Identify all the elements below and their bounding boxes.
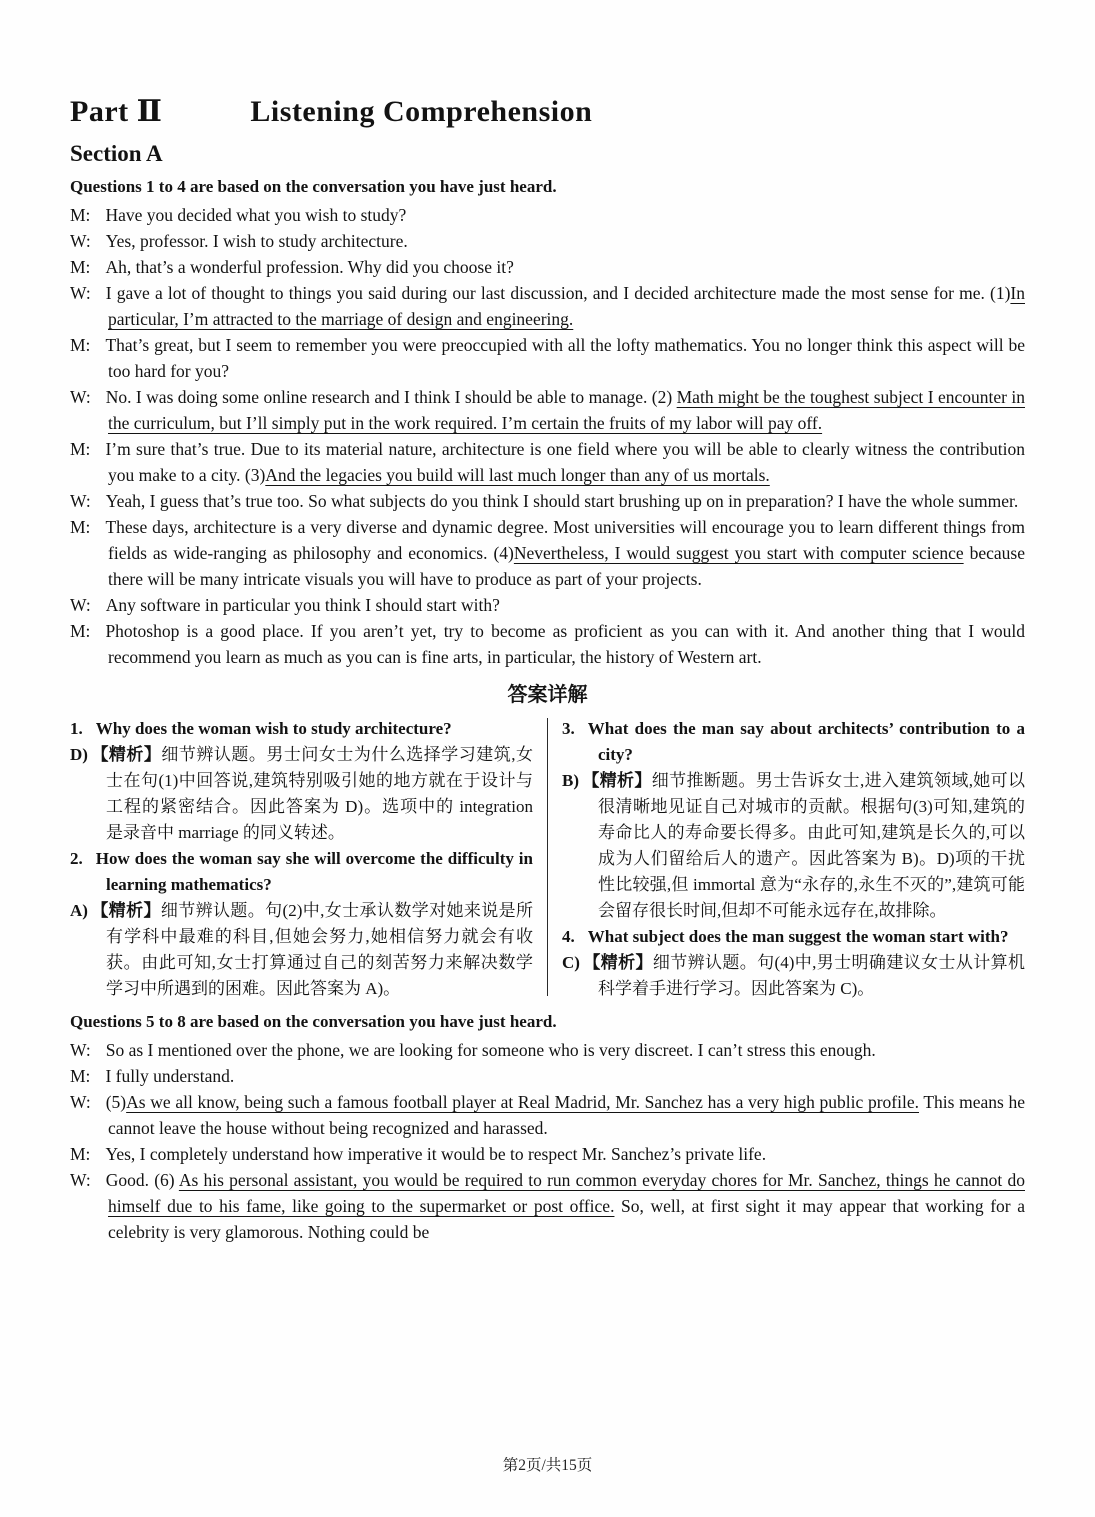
speaker-label: W: bbox=[70, 595, 91, 615]
dialogue-text: (5) bbox=[105, 1092, 127, 1112]
answer-explanation bbox=[562, 950, 1025, 1002]
speaker-label: M: bbox=[70, 517, 91, 537]
dialogue-line bbox=[70, 488, 1025, 514]
dialogue-text: That’s great, but I seem to remember you were preoccupied with all the lofty mathematics. You no longer think this aspect will be too hard for you? bbox=[105, 335, 1025, 381]
speaker-label: W: bbox=[70, 1170, 91, 1190]
answer-letter: B) bbox=[562, 771, 579, 790]
answers-right-column bbox=[562, 716, 1025, 1002]
explanation-text: 细节辨认题。男士问女士为什么选择学习建筑,女士在句(1)中回答说,建筑特别吸引她的地方就在于设计与工程的紧密结合。因此答案为 D)。选项中的 integration 是录音中 marriage 的同义转述。 bbox=[106, 745, 534, 842]
answer-question bbox=[562, 924, 1025, 950]
dialogue-text: Yes, professor. I wish to study architecture. bbox=[105, 231, 408, 251]
dialogue-text: Yes, I completely understand how imperative it would be to respect Mr. Sanchez’s private life. bbox=[105, 1144, 767, 1164]
part-label: Part Ⅱ bbox=[70, 95, 163, 128]
page-number: 第2页/共15页 bbox=[502, 1457, 593, 1474]
questions-5-8-heading: Questions 5 to 8 are based on the conversation you have just heard. bbox=[70, 1012, 557, 1031]
dialogue-text: This means he cannot leave the house without being recognized and harassed. bbox=[108, 1092, 1026, 1138]
dialogue-text: Ah, that’s a wonderful profession. Why did you choose it? bbox=[105, 257, 514, 277]
dialogue-text: I’m sure that’s true. Due to its material nature, architecture is one field where you will be able to clearly witness the contribution you make to a city. (3) bbox=[105, 439, 1025, 485]
analysis-tag: 【精析】 bbox=[582, 953, 653, 972]
speaker-label: M: bbox=[70, 205, 91, 225]
underlined-key-sentence: Nevertheless, I would suggest you start with computer science bbox=[513, 543, 964, 563]
dialogue-line bbox=[70, 202, 1025, 228]
dialogue-line bbox=[70, 436, 1025, 488]
underlined-key-sentence: As his personal assistant, you would be required to run common everyday chores for Mr. Sanchez, things he cannot do himself due to his fame, like going to the supermarket or post office. bbox=[108, 1170, 1025, 1216]
dialogue-text: These days, architecture is a very diverse and dynamic degree. Most universities will encourage you to learn different things from fields as wide-ranging as philosophy and economics. (4) bbox=[105, 517, 1025, 563]
dialogue-line bbox=[70, 332, 1025, 384]
conversation-1-transcript bbox=[70, 202, 1025, 670]
analysis-tag: 【精析】 bbox=[90, 901, 161, 920]
dialogue-line bbox=[70, 1089, 1025, 1141]
dialogue-text: Any software in particular you think I should start with? bbox=[105, 595, 500, 615]
speaker-label: W: bbox=[70, 1040, 91, 1060]
dialogue-line bbox=[70, 384, 1025, 436]
part-title: Listening Comprehension bbox=[250, 95, 593, 128]
speaker-label: M: bbox=[70, 439, 91, 459]
answer-question bbox=[562, 716, 1025, 768]
question-text: Why does the woman wish to study architecture? bbox=[95, 719, 452, 738]
question-number: 2. bbox=[70, 849, 83, 868]
speaker-label: W: bbox=[70, 1092, 91, 1112]
question-number: 4. bbox=[562, 927, 575, 946]
speaker-label: M: bbox=[70, 621, 91, 641]
dialogue-text: So, well, at first sight it may appear that working for a celebrity is very glamorous. Nothing could be bbox=[108, 1196, 1025, 1242]
dialogue-line bbox=[70, 228, 1025, 254]
answer-explanation bbox=[70, 898, 533, 1002]
explanation-text: 细节推断题。男士告诉女士,进入建筑领域,她可以很清晰地见证自己对城市的贡献。根据句(3)可知,建筑的寿命比人的寿命要长得多。由此可知,建筑是长久的,可以成为人们留给后人的遗产。因此答案为 B)。D)项的干扰性比较强,但 immortal 意为“永存的,永生不灭的”,建筑可能会留存很长时间,但却不可能永远存在,故排除。 bbox=[598, 771, 1026, 920]
answer-question bbox=[70, 846, 533, 898]
speaker-label: M: bbox=[70, 1066, 91, 1086]
dialogue-text: Good. (6) bbox=[105, 1170, 179, 1190]
question-text: How does the woman say she will overcome the difficulty in learning mathematics? bbox=[95, 849, 533, 894]
answer-explanation bbox=[70, 742, 533, 846]
explanation-text: 细节辨认题。句(4)中,男士明确建议女士从计算机科学着手进行学习。因此答案为 C)。 bbox=[598, 953, 1025, 998]
dialogue-text: No. I was doing some online research and I think I should be able to manage. (2) bbox=[105, 387, 677, 407]
speaker-label: M: bbox=[70, 1144, 91, 1164]
dialogue-text: Have you decided what you wish to study? bbox=[105, 205, 407, 225]
dialogue-line bbox=[70, 254, 1025, 280]
dialogue-text: Photoshop is a good place. If you aren’t yet, try to become as proficient as you can with it. And another thing that I would recommend you learn as much as you can is fine arts, in particular, the history of Western art. bbox=[105, 621, 1025, 667]
dialogue-line bbox=[70, 280, 1025, 332]
underlined-key-sentence: Math might be the toughest subject I encounter in the curriculum, but I’ll simply put in the work required. I’m certain the fruits of my labor will pay off. bbox=[108, 387, 1025, 433]
question-text: What subject does the man suggest the woman start with? bbox=[587, 927, 1009, 946]
dialogue-line bbox=[70, 1141, 1025, 1167]
dialogue-line bbox=[70, 514, 1025, 592]
analysis-tag: 【精析】 bbox=[582, 771, 652, 790]
part-header bbox=[70, 94, 1025, 129]
question-number: 1. bbox=[70, 719, 83, 738]
speaker-label: W: bbox=[70, 231, 91, 251]
underlined-key-sentence: And the legacies you build will last much longer than any of us mortals. bbox=[265, 465, 770, 485]
question-text: What does the man say about architects’ contribution to a city? bbox=[587, 719, 1025, 764]
answer-letter: C) bbox=[562, 953, 580, 972]
answers-section bbox=[70, 716, 1025, 1002]
dialogue-text: because there will be many intricate visuals you will have to produce as part of your projects. bbox=[108, 543, 1025, 589]
underlined-key-sentence: As we all know, being such a famous football player at Real Madrid, Mr. Sanchez has a very high public profile. bbox=[126, 1092, 919, 1112]
answer-question bbox=[70, 716, 533, 742]
dialogue-text: I gave a lot of thought to things you said during our last discussion, and I decided architecture made the most sense for me. (1) bbox=[105, 283, 1011, 303]
dialogue-line bbox=[70, 592, 1025, 618]
dialogue-text: Yeah, I guess that’s true too. So what subjects do you think I should start brushing up on in preparation? I have the whole summer. bbox=[105, 491, 1019, 511]
answer-explanation bbox=[562, 768, 1025, 924]
dialogue-line bbox=[70, 1063, 1025, 1089]
section-a-heading: Section A bbox=[70, 141, 163, 166]
dialogue-line bbox=[70, 618, 1025, 670]
dialogue-line bbox=[70, 1037, 1025, 1063]
speaker-label: M: bbox=[70, 335, 91, 355]
underlined-key-sentence: In particular, I’m attracted to the marriage of design and engineering. bbox=[108, 283, 1025, 329]
conversation-2-transcript bbox=[70, 1037, 1025, 1245]
answer-analysis-heading: 答案详解 bbox=[507, 684, 588, 706]
dialogue-line bbox=[70, 1167, 1025, 1245]
questions-1-4-heading: Questions 1 to 4 are based on the conversation you have just heard. bbox=[70, 177, 557, 196]
explanation-text: 细节辨认题。句(2)中,女士承认数学对她来说是所有学科中最难的科目,但她会努力,她相信努力就会有收获。由此可知,女士打算通过自己的刻苦努力来解决数学学习中所遇到的困难。因此答案为 A)。 bbox=[106, 901, 533, 998]
analysis-tag: 【精析】 bbox=[90, 745, 162, 764]
answers-left-column bbox=[70, 716, 533, 1002]
dialogue-text: So as I mentioned over the phone, we are looking for someone who is very discreet. I can’t stress this enough. bbox=[105, 1040, 876, 1060]
answer-letter: A) bbox=[70, 901, 88, 920]
dialogue-text: I fully understand. bbox=[105, 1066, 235, 1086]
question-number: 3. bbox=[562, 719, 575, 738]
speaker-label: W: bbox=[70, 491, 91, 511]
speaker-label: W: bbox=[70, 387, 91, 407]
speaker-label: M: bbox=[70, 257, 91, 277]
speaker-label: W: bbox=[70, 283, 91, 303]
answer-letter: D) bbox=[70, 745, 88, 764]
column-divider bbox=[547, 718, 548, 996]
